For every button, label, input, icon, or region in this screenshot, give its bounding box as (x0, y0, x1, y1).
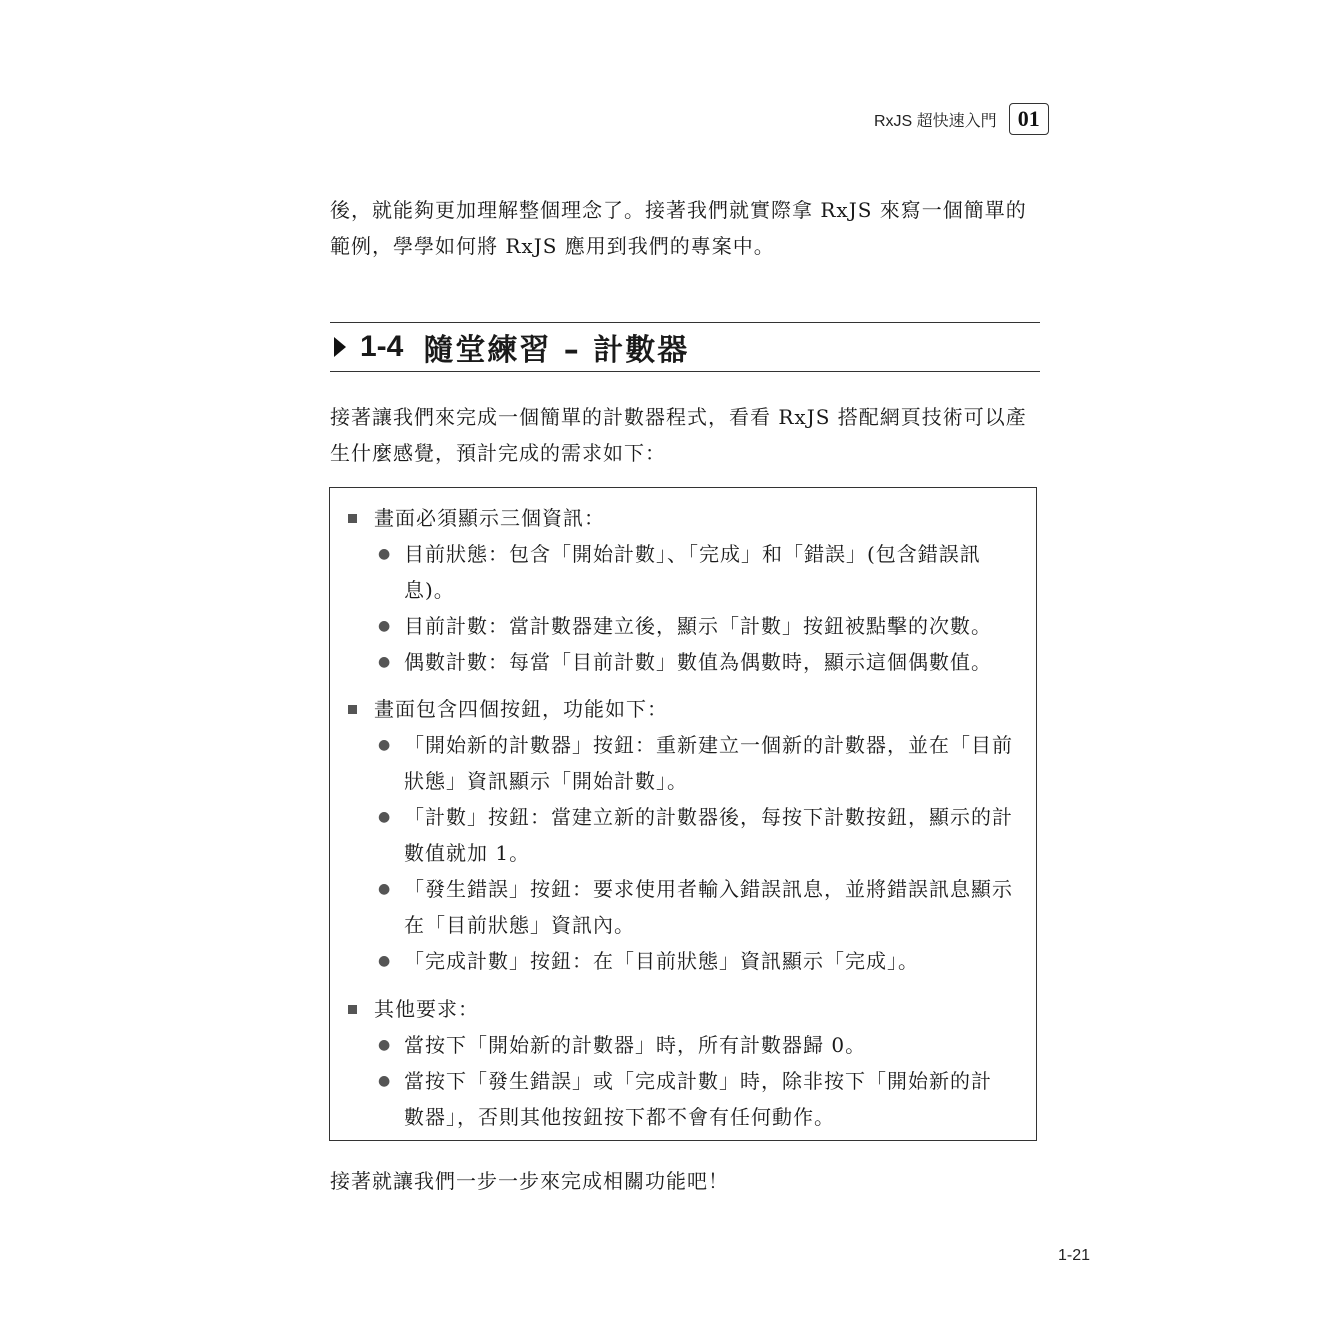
chapter-number-badge: 01 (1009, 103, 1049, 135)
dot-bullet-icon: ● (378, 1037, 391, 1053)
list-item (404, 799, 1024, 871)
page-number: 1-21 (1058, 1247, 1091, 1264)
dot-bullet-icon: ● (378, 654, 391, 670)
group-title: 畫面必須顯示三個資訊： (374, 506, 605, 530)
list-item-line: 「完成計數」按鈕：在「目前狀態」資訊顯示「完成」。 (404, 949, 919, 973)
list-item-line: 目前狀態：包含「開始計數」、「完成」和「錯誤」(包含錯誤訊 (404, 542, 981, 566)
closing-paragraph: 接著就讓我們一步一步來完成相關功能吧！ (330, 1169, 729, 1193)
dot-bullet-icon: ● (378, 881, 391, 897)
square-bullet-icon (348, 705, 357, 714)
list-item-line: 「開始新的計數器」按鈕：重新建立一個新的計數器，並在「目前 (404, 733, 1013, 757)
list-item-line: 「發生錯誤」按鈕：要求使用者輸入錯誤訊息，並將錯誤訊息顯示 (404, 877, 1013, 901)
dot-bullet-icon: ● (378, 1073, 391, 1089)
list-item-line: 在「目前狀態」資訊內。 (404, 913, 635, 937)
lead-line-2: 生什麼感覺，預計完成的需求如下： (330, 441, 666, 465)
dot-bullet-icon: ● (378, 618, 391, 634)
list-item-line: 息)。 (404, 578, 455, 602)
group-title: 其他要求： (374, 997, 479, 1021)
lead-line-1: 接著讓我們來完成一個簡單的計數器程式，看看 RxJS 搭配網頁技術可以產 (330, 405, 1027, 429)
book-title: RxJS 超快速入門 (874, 112, 997, 130)
list-item-line: 數器」，否則其他按鈕按下都不會有任何動作。 (404, 1105, 835, 1129)
list-item (404, 727, 1024, 799)
list-item (404, 943, 1024, 979)
list-item (404, 644, 1024, 680)
running-header (874, 103, 1049, 135)
dot-bullet-icon: ● (378, 953, 391, 969)
list-item-line: 「計數」按鈕：當建立新的計數器後，每按下計數按鈕，顯示的計 (404, 805, 1013, 829)
list-item-line: 數值就加 1。 (404, 841, 531, 865)
lead-paragraph (330, 399, 1042, 471)
section-heading (330, 322, 1040, 372)
list-item (404, 608, 1024, 644)
dot-bullet-icon: ● (378, 737, 391, 753)
list-item-line: 當按下「發生錯誤」或「完成計數」時，除非按下「開始新的計 (404, 1069, 992, 1093)
dot-bullet-icon: ● (378, 809, 391, 825)
list-item-line: 偶數計數：每當「目前計數」數值為偶數時，顯示這個偶數值。 (404, 650, 992, 674)
list-item (404, 871, 1024, 943)
list-item (404, 536, 1024, 608)
intro-line-1: 後，就能夠更加理解整個理念了。接著我們就實際拿 RxJS 來寫一個簡單的 (330, 198, 1027, 222)
section-number: 1-4 (360, 330, 404, 363)
intro-paragraph (330, 192, 1042, 264)
list-item-line: 目前計數：當計數器建立後，顯示「計數」按鈕被點擊的次數。 (404, 614, 992, 638)
square-bullet-icon (348, 1005, 357, 1014)
triangle-marker-icon (334, 337, 346, 357)
list-item (404, 1027, 1024, 1063)
requirements-box (329, 487, 1037, 1141)
list-item-line: 狀態」資訊顯示「開始計數」。 (404, 769, 688, 793)
section-title: 隨堂練習 – 計數器 (423, 333, 690, 368)
dot-bullet-icon: ● (378, 546, 391, 562)
intro-line-2: 範例，學學如何將 RxJS 應用到我們的專案中。 (330, 234, 775, 258)
list-item-line: 當按下「開始新的計數器」時，所有計數器歸 0。 (404, 1033, 867, 1057)
group-title: 畫面包含四個按鈕，功能如下： (374, 697, 668, 721)
square-bullet-icon (348, 514, 357, 523)
list-item (404, 1063, 1024, 1135)
